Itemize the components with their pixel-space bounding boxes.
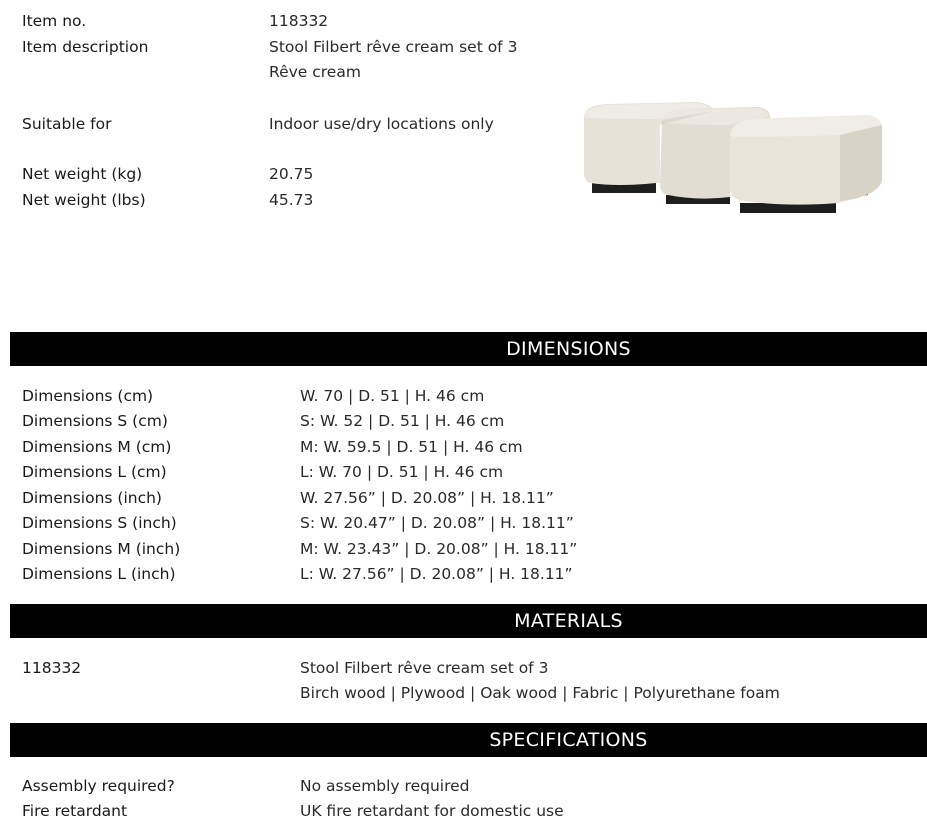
suitable-for-value: Indoor use/dry locations only [269, 115, 494, 133]
net-weight-kg-label: Net weight (kg) [22, 165, 143, 183]
specifications-header [10, 723, 927, 757]
assembly-required-label: Assembly required? [22, 777, 175, 795]
dimension-label: Dimensions S (inch) [22, 514, 177, 532]
dimension-label: Dimensions S (cm) [22, 412, 168, 430]
dimension-label: Dimensions M (cm) [22, 438, 172, 456]
dimension-value: S: W. 20.47” | D. 20.08” | H. 18.11” [300, 514, 574, 532]
item-no-value: 118332 [269, 12, 329, 30]
dimension-value: M: W. 23.43” | D. 20.08” | H. 18.11” [300, 540, 578, 558]
dimension-value: L: W. 27.56” | D. 20.08” | H. 18.11” [300, 565, 573, 583]
net-weight-kg-value: 20.75 [269, 165, 314, 183]
fire-retardant-label: Fire retardant [22, 802, 128, 820]
specifications-title: SPECIFICATIONS [489, 729, 648, 751]
dimension-label: Dimensions M (inch) [22, 540, 181, 558]
materials-description: Stool Filbert rêve cream set of 3 [300, 659, 549, 677]
dimension-value: M: W. 59.5 | D. 51 | H. 46 cm [300, 438, 523, 456]
dimension-label: Dimensions (cm) [22, 387, 154, 405]
dimensions-header [10, 332, 927, 366]
dimension-value: W. 27.56” | D. 20.08” | H. 18.11” [300, 489, 554, 507]
item-description-label: Item description [22, 38, 149, 56]
dimension-value: S: W. 52 | D. 51 | H. 46 cm [300, 412, 505, 430]
net-weight-lbs-label: Net weight (lbs) [22, 191, 146, 209]
stool-set-image [578, 95, 888, 230]
item-description-color: Rêve cream [269, 63, 361, 81]
fire-retardant-value: UK fire retardant for domestic use [300, 802, 564, 820]
materials-title: MATERIALS [514, 610, 623, 632]
dimension-value: L: W. 70 | D. 51 | H. 46 cm [300, 463, 504, 481]
assembly-required-value: No assembly required [300, 777, 470, 795]
dimension-label: Dimensions L (inch) [22, 565, 176, 583]
suitable-for-label: Suitable for [22, 115, 112, 133]
materials-list: Birch wood | Plywood | Oak wood | Fabric | Polyurethane foam [300, 684, 780, 702]
dimension-label: Dimensions L (cm) [22, 463, 167, 481]
dimensions-title: DIMENSIONS [506, 338, 631, 360]
dimension-value: W. 70 | D. 51 | H. 46 cm [300, 387, 485, 405]
item-description-value: Stool Filbert rêve cream set of 3 [269, 38, 518, 56]
materials-item-no: 118332 [22, 659, 82, 677]
net-weight-lbs-value: 45.73 [269, 191, 314, 209]
materials-header [10, 604, 927, 638]
dimension-label: Dimensions (inch) [22, 489, 162, 507]
item-no-label: Item no. [22, 12, 87, 30]
